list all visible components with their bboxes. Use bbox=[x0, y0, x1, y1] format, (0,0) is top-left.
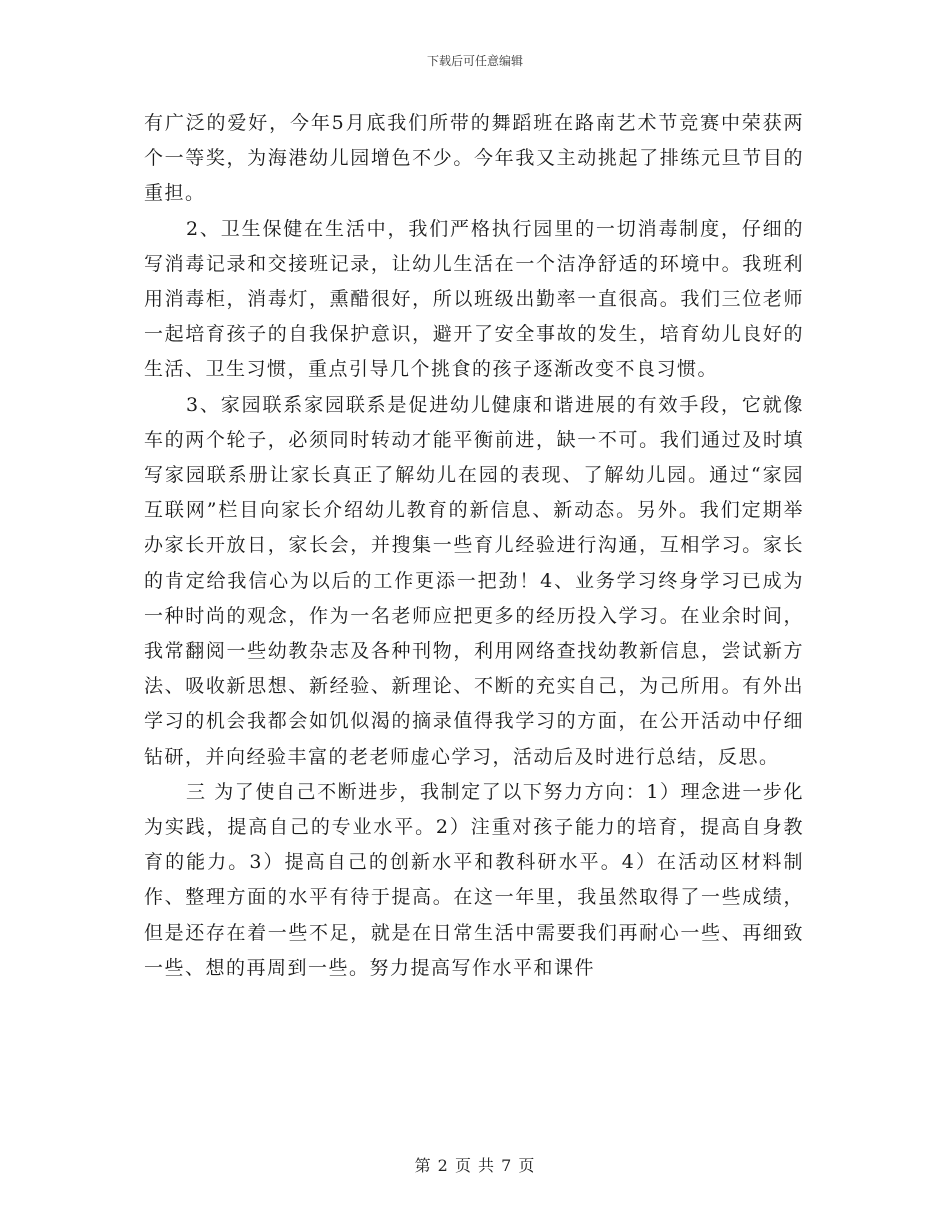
paragraph-improvement-plan: 三 为了使自己不断进步，我制定了以下努力方向：1）理念进一步化为实践，提高自己的专业水平。2）注重对孩子能力的培育，提高自身教育的能力。3）提高自己的创新水平和教科研水平。4）在活动区材料制作、整理方面的水平有待于提高。在这一年里，我虽然取得了一些成绩，但是还存在着一些不足，就是在日常生活中需要我们再耐心一些、再细致一些、想的再周到一些。努力提高写作水平和课件 bbox=[144, 780, 804, 979]
document-body bbox=[144, 106, 804, 986]
paragraph-home-school: 3、家园联系家园联系是促进幼儿健康和谐进展的有效手段，它就像车的两个轮子，必须同时转动才能平衡前进，缺一不可。我们通过及时填写家园联系册让家长真正了解幼儿在园的表现、了解幼儿园。通过“家园互联网”栏目向家长介绍幼儿教育的新信息、新动态。另外。我们定期举办家长开放日，家长会，并搜集一些育儿经验进行沟通，互相学习。家长的肯定给我信心为以后的工作更添一把劲！4、业务学习终身学习已成为一种时尚的观念，作为一名老师应把更多的经历投入学习。在业余时间，我常翻阅一些幼教杂志及各种刊物，利用网络查找幼教新信息，尝试新方法、吸收新思想、新经验、新理论、不断的充实自己，为己所用。有外出学习的机会我都会如饥似渴的摘录值得我学习的方面，在公开活动中仔细钻研，并向经验丰富的老老师虚心学习，活动后及时进行总结，反思。 bbox=[144, 393, 804, 768]
page-header: 下载后可任意编辑 bbox=[426, 54, 523, 68]
paragraph-continuation: 有广泛的爱好，今年5月底我们所带的舞蹈班在路南艺术节竞赛中荣获两个一等奖，为海港幼儿园增色不少。今年我又主动挑起了排练元旦节目的重担。 bbox=[144, 112, 804, 205]
paragraph-hygiene: 2、卫生保健在生活中，我们严格执行园里的一切消毒制度，仔细的写消毒记录和交接班记录，让幼儿生活在一个洁净舒适的环境中。我班利用消毒柜，消毒灯，熏醋很好，所以班级出勤率一直很高。我们三位老师一起培育孩子的自我保护意识，避开了安全事故的发生，培育幼儿良好的生活、卫生习惯，重点引导几个挑食的孩子逐渐改变不良习惯。 bbox=[144, 217, 804, 381]
page-number-footer: 第 2 页 共 7 页 bbox=[414, 1156, 536, 1175]
